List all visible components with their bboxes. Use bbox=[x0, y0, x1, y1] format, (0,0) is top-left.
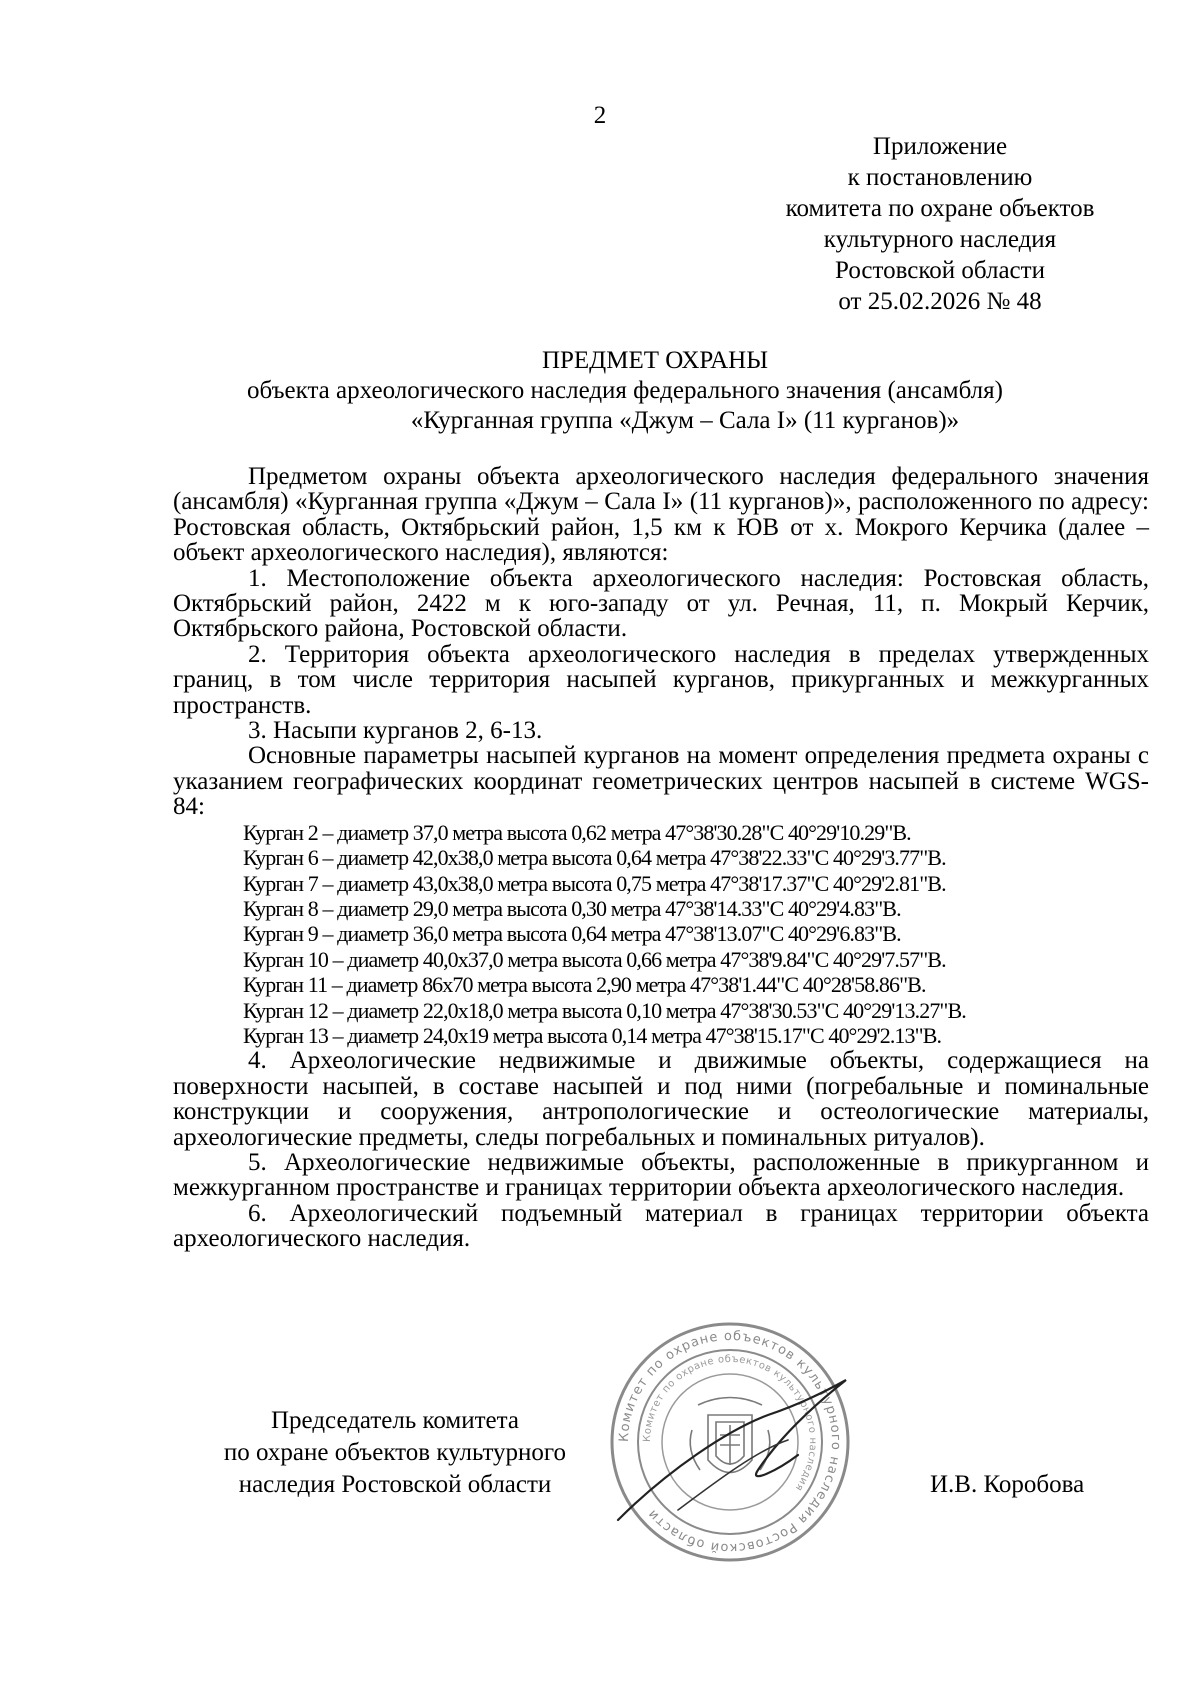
document-title bbox=[150, 346, 1100, 436]
signatory-position bbox=[185, 1405, 605, 1501]
official-stamp bbox=[608, 1320, 852, 1564]
item-1-location: 1. Местоположение объекта археологического наследия: Ростовская область, Октябрьский район, 2422 м к юго-западу от ул. Речная, 11, п. Мокрый Керчик, Октябрьского района, Ростовской области. bbox=[173, 564, 1149, 643]
appendix-line: от 25.02.2026 № 48 bbox=[838, 288, 1042, 315]
stamp-inner-text: Комитет по охране объектов культурного наследия bbox=[641, 1353, 819, 1493]
item-3-mounds: 3. Насыпи курганов 2, 6-13. bbox=[248, 717, 543, 745]
list-item: Курган 7 – диаметр 43,0х38,0 метра высота 0,75 метра 47°38'17.37"С 40°29'2.81"В. bbox=[243, 870, 946, 896]
signatory-position-line: Председатель комитета bbox=[271, 1407, 519, 1434]
kurgan-list bbox=[173, 820, 1149, 1049]
stamp-outer-text: Комитет по охране объектов культурного наследия Ростовской области bbox=[616, 1328, 844, 1556]
list-item: Курган 11 – диаметр 86х70 метра высота 2,90 метра 47°38'1.44"С 40°28'58.86"В. bbox=[243, 972, 926, 998]
appendix-line: комитета по охране объектов bbox=[785, 195, 1095, 222]
appendix-line: к постановлению bbox=[847, 164, 1033, 191]
item-2-territory: 2. Территория объекта археологического наследия в пределах утвержденных границ, в том числе территория насыпей курганов, прикурганных и межкурганных пространств. bbox=[173, 640, 1149, 719]
list-item: Курган 13 – диаметр 24,0х19 метра высота 0,14 метра 47°38'15.17"С 40°29'2.13"В. bbox=[243, 1022, 942, 1048]
title-object-name: «Курганная группа «Джум – Сала I» (11 курганов)» bbox=[410, 407, 960, 434]
appendix-line: Приложение bbox=[872, 133, 1008, 160]
list-item: Курган 12 – диаметр 22,0х18,0 метра высота 0,10 метра 47°38'30.53"С 40°29'13.27"В. bbox=[243, 997, 966, 1023]
intro-paragraph: Предметом охраны объекта археологического наследия федерального значения (ансамбля) «Курганная группа «Джум – Сала I» (11 курганов)», расположенного по адресу: Ростовская область, Октябрьский район, 1,5 км к ЮВ от х. Мокрого Керчика (далее – объект археологического наследия), являются: bbox=[173, 463, 1149, 567]
title-heading: ПРЕДМЕТ ОХРАНЫ bbox=[541, 347, 769, 374]
appendix-header bbox=[760, 131, 1120, 317]
list-item: Курган 8 – диаметр 29,0 метра высота 0,30 метра 47°38'14.33"С 40°29'4.83"В. bbox=[243, 895, 901, 921]
item-6-material: 6. Археологический подъемный материал в границах территории объекта археологического наследия. bbox=[173, 1199, 1149, 1253]
page-number: 2 bbox=[593, 102, 607, 129]
signatory-position-line: по охране объектов культурного bbox=[223, 1439, 567, 1466]
list-item: Курган 2 – диаметр 37,0 метра высота 0,62 метра 47°38'30.28"С 40°29'10.29"В. bbox=[243, 819, 911, 845]
signatory-position-line: наследия Ростовской области bbox=[238, 1471, 552, 1498]
list-item: Курган 6 – диаметр 42,0х38,0 метра высота 0,64 метра 47°38'22.33"С 40°29'3.77"В. bbox=[243, 845, 946, 871]
list-item: Курган 9 – диаметр 36,0 метра высота 0,64 метра 47°38'13.07"С 40°29'6.83"В. bbox=[243, 921, 901, 947]
document-body bbox=[173, 464, 1149, 1252]
item-4-objects: 4. Археологические недвижимые и движимые объекты, содержащиеся на поверхности насыпей, в составе насыпей и под ними (погребальные и поминальные конструкции и сооружения, антропологические и остеологические материалы, археологические предметы, следы погребальных и поминальных ритуалов). bbox=[173, 1047, 1149, 1151]
item-5-objects: 5. Археологические недвижимые объекты, расположенные в прикурганном и межкурганном пространстве и границах территории объекта археологического наследия. bbox=[173, 1148, 1149, 1202]
appendix-line: Ростовской области bbox=[835, 257, 1045, 284]
params-intro: Основные параметры насыпей курганов на момент определения предмета охраны с указанием географических координат геометрических центров насыпей в системе WGS-84: bbox=[173, 742, 1149, 821]
coat-of-arms-icon bbox=[690, 1398, 770, 1473]
list-item: Курган 10 – диаметр 40,0х37,0 метра высота 0,66 метра 47°38'9.84"С 40°29'7.57"В. bbox=[243, 946, 946, 972]
signatory-name: И.В. Коробова bbox=[930, 1471, 1085, 1498]
title-subtitle: объекта археологического наследия федерального значения (ансамбля) bbox=[247, 377, 1003, 404]
appendix-line: культурного наследия bbox=[823, 226, 1057, 253]
